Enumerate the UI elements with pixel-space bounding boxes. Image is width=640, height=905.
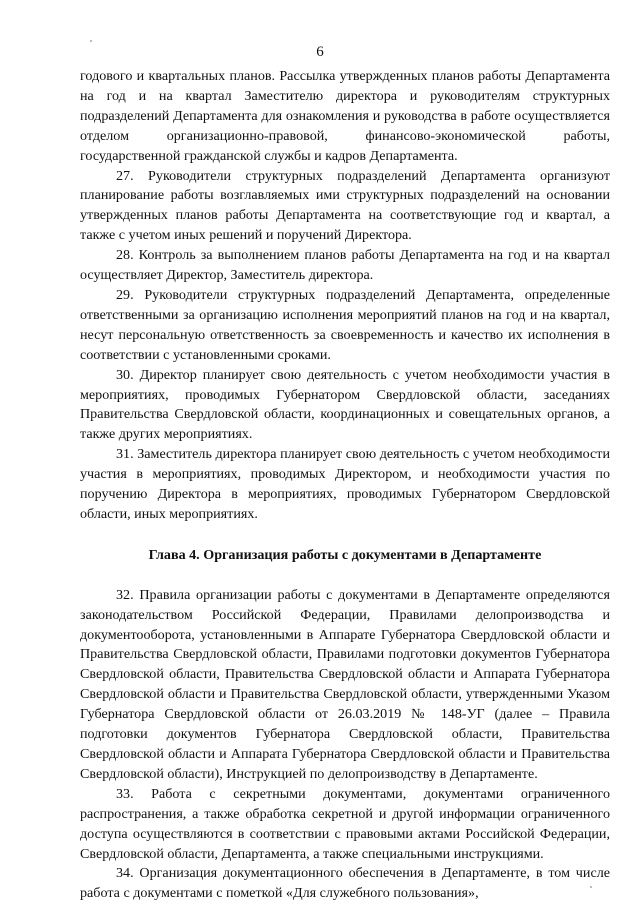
scan-mark-top-left xyxy=(90,40,92,42)
paragraph-30: 30. Директор планирует свою деятельность с учетом необходимости участия в мероприятиях, проводимых Губернатором Свердловской области, заседаниях Правительства Свердловской области, координационных и совещательных органов, а также других мероприятиях. xyxy=(80,366,610,443)
paragraph-31: 31. Заместитель директора планирует свою деятельность с учетом необходимости участия в мероприятиях, проводимых Директором, и необходимости участия по поручению Директора в мероприятиях, проводимых Губернатором Свердловской области, иных мероприятиях. xyxy=(80,446,610,522)
paragraph-32: 32. Правила организации работы с документами в Департаменте определяются законодательством Российской Федерации, Правилами делопроизводства и документооборота, установленными в Аппарате Губернатора Свердловской области и Правительства Свердловской области, Правилами подготовки документов Губернатора Свердловской области, Правительства Свердловской области и Аппарата Губернатора Свердловской области и Правительства Свердловской области, утвержденными Указом Губернатора Свердловской области от 26.03.2019 № 148-УГ (далее – Правила подготовки документов Губернатора Свердловской области, Правительства Свердловской области и Аппарата Губернатора Свердловской области и Правительства Свердловской области), Инструкцией по делопроизводству в Департаменте. xyxy=(80,586,610,782)
paragraph-27: 27. Руководители структурных подразделений Департамента организуют планирование работы возглавляемых ими структурных подразделений на основании утвержденных планов работы Департамента на соответствующие год и квартал, а также с учетом иных решений и поручений Директора. xyxy=(80,167,610,244)
paragraph-28: 28. Контроль за выполнением планов работы Департамента на год и на квартал осуществляет Директор, Заместитель директора. xyxy=(80,247,610,284)
paragraph-34: 34. Организация документационного обеспечения в Департаменте, в том числе работа с документами с пометкой «Для служебного пользования», xyxy=(80,865,610,902)
chapter-heading: Глава 4. Организация работы с документами в Департаменте xyxy=(148,546,542,563)
page-number: 6 xyxy=(316,44,324,60)
paragraph-26-continuation: годового и квартальных планов. Рассылка утвержденных планов работы Департамента на год и на квартал Заместителю директора и руководителям структурных подразделений Департамента для ознакомления и руководства в работе осуществляется отделом организационно-правовой, финансово-экономической работы, государственной гражданской службы и кадров Департамента. xyxy=(80,68,610,164)
paragraph-29: 29. Руководители структурных подразделений Департамента, определенные ответственными за организацию исполнения мероприятий планов на год и на квартал, несут персональную ответственность за своевременность и качество их исполнения в соответствии с установленными сроками. xyxy=(80,286,610,363)
scan-mark-bottom-right xyxy=(590,886,592,888)
paragraph-33: 33. Работа с секретными документами, документами ограниченного распространения, а также обработка секретной и другой информации ограниченного доступа осуществляются в соответствии с правовыми актами Российской Федерации, Свердловской области, Департамента, а также специальными инструкциями. xyxy=(80,785,610,862)
document-body xyxy=(80,67,610,904)
